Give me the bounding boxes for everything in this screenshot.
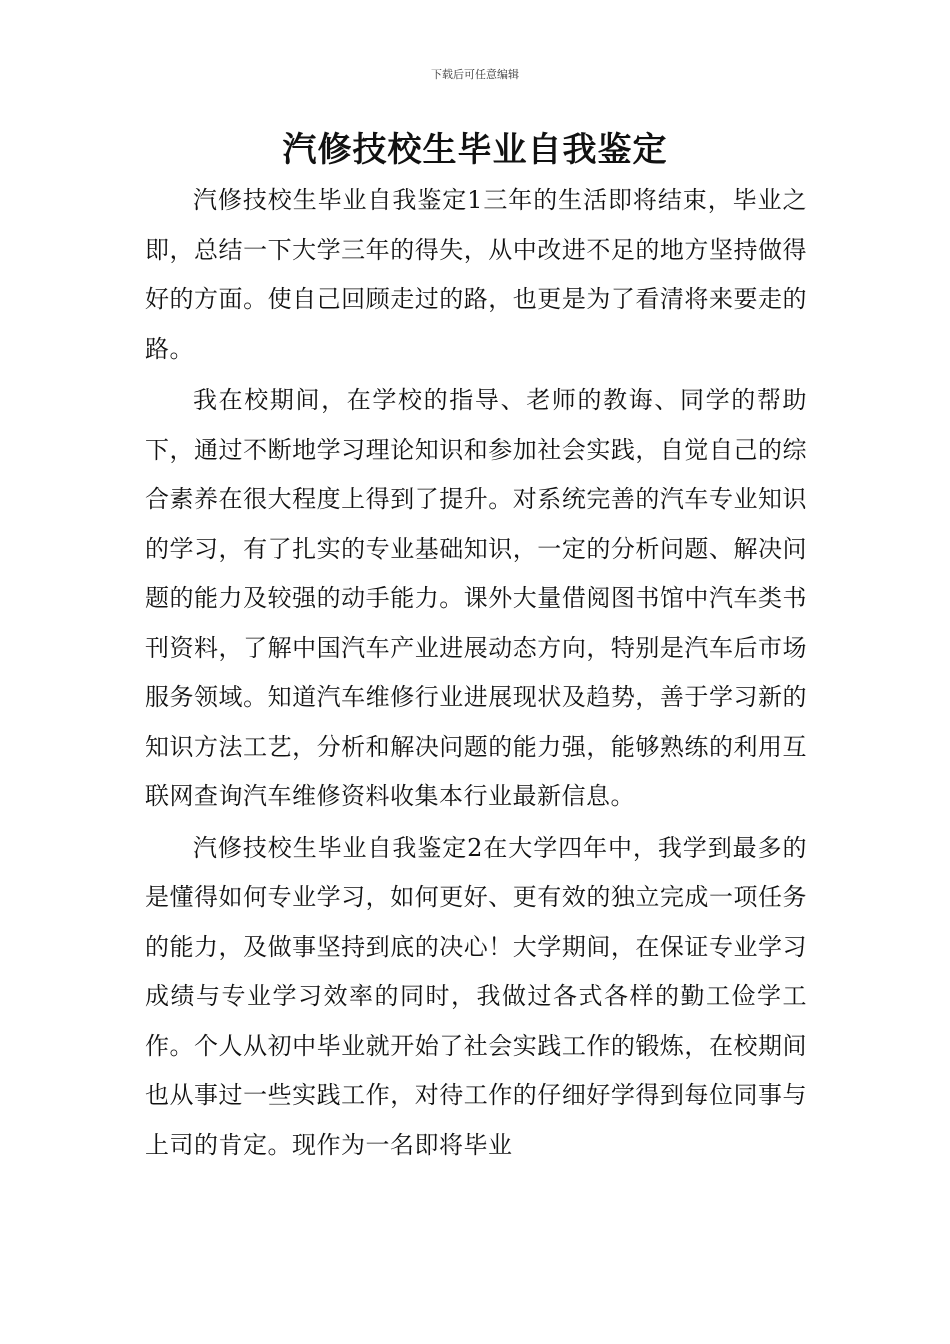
header-note: 下载后可任意编辑: [431, 68, 519, 81]
paragraph-2: 我在校期间，在学校的指导、老师的教诲、同学的帮助下，通过不断地学习理论知识和参加社会实践，自觉自己的综合素养在很大程度上得到了提升。对系统完善的汽车专业知识的学习，有了扎实的专业基础知识，一定的分析问题、解决问题的能力及较强的动手能力。课外大量借阅图书馆中汽车类书刊资料，了解中国汽车产业进展动态方向，特别是汽车后市场服务领域。知道汽车维修行业进展现状及趋势，善于学习新的知识方法工艺，分析和解决问题的能力强，能够熟练的利用互联网查询汽车维修资料收集本行业最新信息。: [145, 386, 807, 810]
document-body: [145, 176, 807, 1172]
paragraph-1: 汽修技校生毕业自我鉴定1三年的生活即将结束，毕业之即，总结一下大学三年的得失，从中改进不足的地方坚持做得好的方面。使自己回顾走过的路，也更是为了看清将来要走的路。: [145, 186, 807, 363]
paragraph-3: 汽修技校生毕业自我鉴定2在大学四年中，我学到最多的是懂得如何专业学习，如何更好、更有效的独立完成一项任务的能力，及做事坚持到底的决心！大学期间，在保证专业学习成绩与专业学习效率的同时，我做过各式各样的勤工俭学工作。个人从初中毕业就开始了社会实践工作的锻炼，在校期间也从事过一些实践工作，对待工作的仔细好学得到每位同事与上司的肯定。现作为一名即将毕业: [145, 833, 807, 1159]
document-title: 汽修技校生毕业自我鉴定: [282, 130, 668, 170]
